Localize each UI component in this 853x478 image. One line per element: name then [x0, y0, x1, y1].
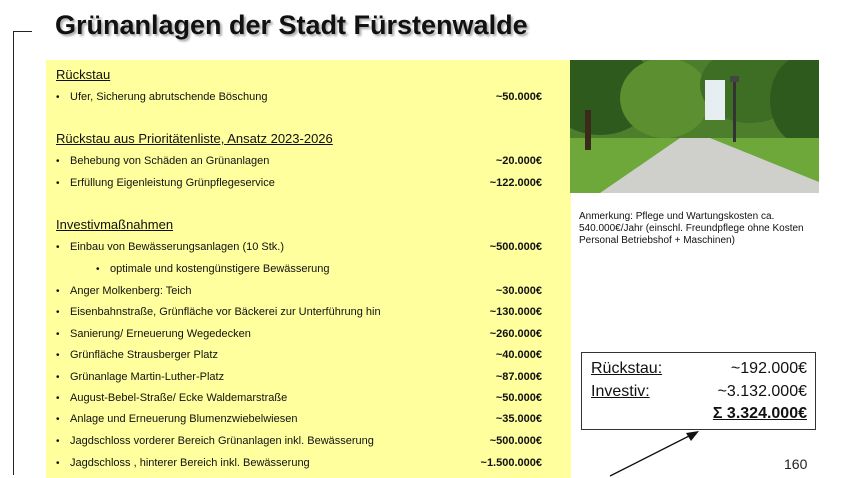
lamp-post — [733, 80, 736, 142]
bullet: • — [56, 435, 60, 447]
bullet: • — [56, 328, 60, 340]
tree-crown-center — [620, 60, 710, 138]
bullet: • — [56, 91, 60, 103]
park-path-photo — [570, 60, 819, 193]
arrow-head — [686, 431, 699, 441]
bullet: • — [56, 457, 60, 469]
list-item: • Jagdschloss , hinterer Bereich inkl. Bewässerung ~1.500.000€ — [56, 457, 542, 469]
list-item: • Behebung von Schäden an Grünanlagen ~20.000€ — [56, 155, 542, 167]
bullet: • — [56, 155, 60, 167]
section-heading-prioritaetenliste: Rückstau aus Prioritätenliste, Ansatz 2023-2026 — [56, 131, 333, 146]
summary-row-investiv: Investiv: ~3.132.000€ — [591, 383, 807, 400]
list-item: • Sanierung/ Erneuerung Wegedecken ~260.000€ — [56, 328, 542, 340]
slide-title: Grünanlagen der Stadt Fürstenwalde — [55, 10, 528, 40]
bullet: • — [56, 177, 60, 189]
list-item: • Grünanlage Martin-Luther-Platz ~87.000€ — [56, 371, 542, 383]
list-item: • Jagdschloss vorderer Bereich Grünanlagen inkl. Bewässerung ~500.000€ — [56, 435, 542, 447]
bullet: • — [56, 371, 60, 383]
bullet: • — [56, 349, 60, 361]
summary-box — [581, 352, 816, 430]
section-heading-investiv: Investivmaßnahmen — [56, 217, 174, 232]
bullet: • — [56, 241, 60, 253]
sky-gap — [705, 80, 725, 120]
bullet: • — [96, 263, 100, 275]
summary-row-rueckstau: Rückstau: ~192.000€ — [591, 360, 807, 377]
tree-trunk — [585, 110, 591, 150]
maintenance-note: Anmerkung: Pflege und Wartungskosten ca. 540.000€/Jahr (einschl. Freundpflege ohne Kosten Personal Betriebshof + Maschinen) — [579, 211, 804, 246]
lamp-head — [730, 76, 739, 82]
arrow-line — [610, 434, 693, 476]
bullet: • — [56, 285, 60, 297]
list-item: • Grünfläche Strausberger Platz ~40.000€ — [56, 349, 542, 361]
page-number: 160 — [784, 456, 808, 472]
list-item: • August-Bebel-Straße/ Ecke Waldemarstraße ~50.000€ — [56, 392, 542, 404]
bullet: • — [56, 392, 60, 404]
list-item: • Einbau von Bewässerungsanlagen (10 Stk.) ~500.000€ — [56, 241, 542, 253]
left-bracket-line — [13, 31, 32, 475]
list-subitem: • optimale und kostengünstigere Bewässerung — [96, 263, 330, 275]
list-item: • Erfüllung Eigenleistung Grünpflegeservice ~122.000€ — [56, 177, 542, 189]
section-heading-rueckstau: Rückstau — [56, 67, 111, 82]
summary-row-total — [591, 405, 807, 427]
list-item: • Ufer, Sicherung abrutschende Böschung ~50.000€ — [56, 91, 542, 103]
bullet: • — [56, 413, 60, 425]
list-item: • Anlage und Erneuerung Blumenzwiebelwiesen ~35.000€ — [56, 413, 542, 425]
park-photo-illustration — [570, 60, 819, 193]
list-item: • Eisenbahnstraße, Grünfläche vor Bäckerei zur Unterführung hin ~130.000€ — [56, 306, 542, 318]
bullet: • — [56, 306, 60, 318]
list-item: • Anger Molkenberg: Teich ~30.000€ — [56, 285, 542, 297]
summary-total: Σ 3.324.000€ — [712, 405, 807, 422]
